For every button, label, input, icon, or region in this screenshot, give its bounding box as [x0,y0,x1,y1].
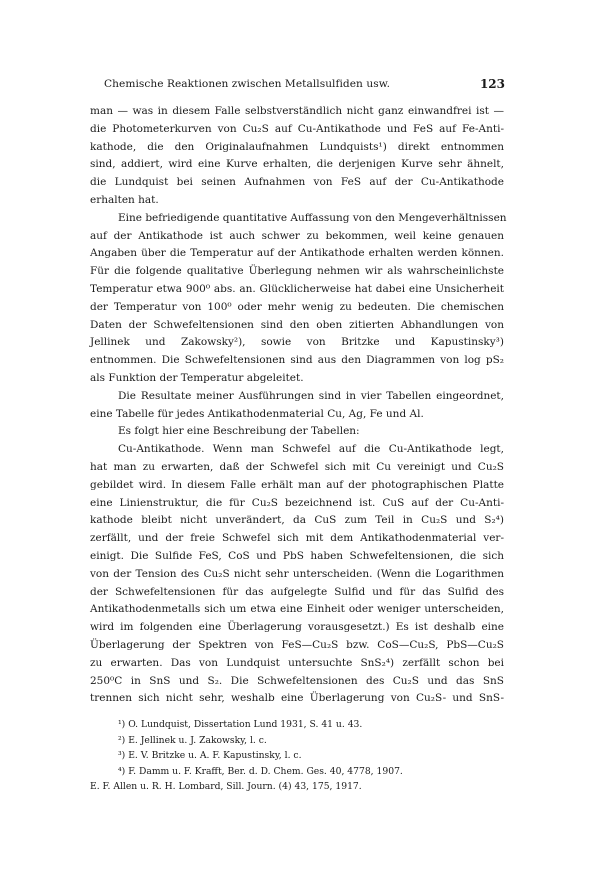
body-line: eine Linienstruktur, die für Cu₂S bezeichnend ist. CuS auf der Cu-Anti- [90,496,504,509]
body-text [90,103,507,708]
footnote: ³) E. V. Britzke u. A. F. Kapustinsky, l. c. [118,750,302,762]
body-line: kathode, die den Originalaufnahmen Lundquists¹) direkt entnommen [90,140,504,153]
body-line: wird im folgenden eine Überlagerung vorausgesetzt.) Es ist deshalb eine [90,621,504,634]
page-number: 123 [479,77,505,91]
running-header [84,78,505,94]
body-line: die Lundquist bei seinen Aufnahmen von FeS auf der Cu-Antikathode [90,176,504,189]
body-line: zerfällt, und der freie Schwefel sich mit dem Antikathodenmaterial ver- [90,532,504,545]
body-line: von der Tension des Cu₂S nicht sehr unterscheiden. (Wenn die Logarithmen [90,567,504,580]
body-line: Eine befriedigende quantitative Auffassung von den Mengeverhältnissen [118,211,507,224]
body-line: der Schwefeltensionen für das aufgelegte Sulfid und für das Sulfid des [90,585,504,598]
footnote: ²) E. Jellinek u. J. Zakowsky, l. c. [118,734,267,746]
body-line: der Temperatur von 100⁰ oder mehr wenig zu bedeuten. Die chemischen [90,300,504,313]
body-line: Jellinek und Zakowsky²), sowie von Britzke und Kapustinsky³) [90,336,504,349]
running-title: Chemische Reaktionen zwischen Metallsulfiden usw. [104,78,390,90]
body-line: kathode bleibt nicht unverändert, da CuS zum Teil in Cu₂S und S₂⁴) [90,514,504,527]
footnote: ⁴) F. Damm u. F. Krafft, Ber. d. D. Chem. Ges. 40, 4778, 1907. [118,765,403,777]
footnote: ¹) O. Lundquist, Dissertation Lund 1931, S. 41 u. 43. [118,719,363,730]
body-line: hat man zu erwarten, daß der Schwefel sich mit Cu vereinigt und Cu₂S [90,460,504,473]
body-line: die Photometerkurven von Cu₂S auf Cu-Antikathode und FeS auf Fe-Anti- [90,122,504,135]
body-line: Es folgt hier eine Beschreibung der Tabellen: [118,425,360,438]
body-line: Die Resultate meiner Ausführungen sind in vier Tabellen eingeordnet, [118,389,504,402]
body-line: Für die folgende qualitative Überlegung nehmen wir als wahrscheinlichste [90,265,504,278]
footnote: E. F. Allen u. R. H. Lombard, Sill. Journ. (4) 43, 175, 1917. [90,781,362,793]
body-line: zu erwarten. Das von Lundquist untersuchte SnS₂⁴) zerfällt schon bei [90,656,504,669]
body-line: man — was in diesem Falle selbstverständlich nicht ganz einwandfrei ist — [90,105,504,117]
body-line: gebildet wird. In diesem Falle erhält man auf der photographischen Platte [90,478,504,491]
body-line: einigt. Die Sulfide FeS, CoS und PbS haben Schwefeltensionen, die sich [90,549,504,562]
body-line: Cu-Antikathode. Wenn man Schwefel auf die Cu-Antikathode legt, [118,443,504,456]
body-line: als Funktion der Temperatur abgeleitet. [90,371,304,384]
body-line: sind, addiert, wird eine Kurve erhalten, die derjenigen Kurve sehr ähnelt, [90,158,504,171]
body-line: Daten der Schwefeltensionen sind den oben zitierten Abhandlungen von [90,318,504,331]
body-line: erhalten hat. [90,193,159,206]
body-line: auf der Antikathode ist auch schwer zu bekommen, weil keine genauen [90,229,504,242]
body-line: entnommen. Die Schwefeltensionen sind aus den Diagrammen von log pS₂ [90,354,504,367]
body-line: 250⁰C in SnS und S₂. Die Schwefeltensionen des Cu₂S und das SnS [90,674,504,687]
body-line: eine Tabelle für jedes Antikathodenmaterial Cu, Ag, Fe und Al. [90,407,424,420]
body-line: Antikathodenmetalls sich um etwa eine Einheit oder weniger unterscheiden, [90,603,504,616]
body-line: trennen sich nicht sehr, weshalb eine Überlagerung von Cu₂S- und SnS- [90,692,504,705]
body-line: Temperatur etwa 900⁰ abs. an. Glücklicherweise hat dabei eine Unsicherheit [90,282,504,295]
body-line: Überlagerung der Spektren von FeS—Cu₂S bzw. CoS—Cu₂S, PbS—Cu₂S [90,638,504,651]
body-line: Angaben über die Temperatur auf der Antikathode erhalten werden können. [90,247,504,260]
footnotes [90,717,504,795]
